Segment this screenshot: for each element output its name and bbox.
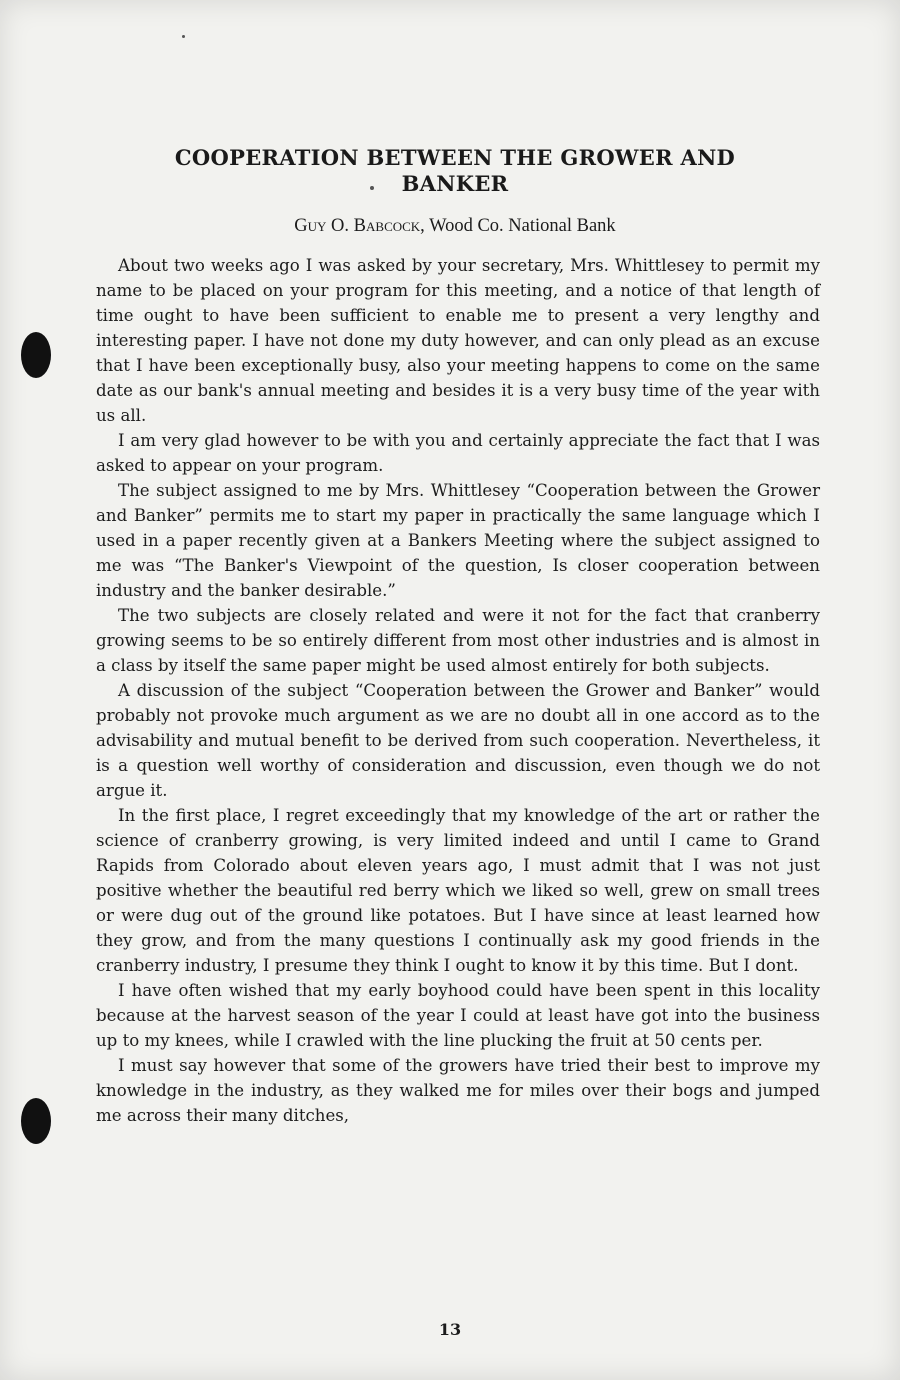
- binder-hole-upper: [21, 332, 51, 378]
- paragraph: About two weeks ago I was asked by your secretary, Mrs. Whittlesey to permit my name to be placed on your program for this meeting, and a notice of that length of time ought to have been sufficient to enable me to present a very lengthy and interesting paper. I have not done my duty however, and can only plead as an excuse that I have been exceptionally busy, also your meeting happens to come on the same date as our bank's annual meeting and besides it is a very busy time of the year with us all.: [96, 256, 820, 425]
- paragraph: I have often wished that my early boyhood could have been spent in this locality because at the harvest season of the year I could at least have got into the business up to my knees, while I crawled with the line plucking the fruit at 50 cents per.: [96, 981, 820, 1050]
- paragraph: The two subjects are closely related and were it not for the fact that cranberry growing seems to be so entirely different from most other industries and is almost in a class by itself the same paper might be used almost entirely for both subjects.: [96, 606, 820, 675]
- title-line-2: BANKER: [401, 171, 509, 196]
- paragraph: I am very glad however to be with you and certainly appreciate the fact that I was asked to appear on your program.: [96, 431, 820, 475]
- paper-speck: [182, 35, 185, 38]
- author-affiliation: Wood Co. National Bank: [429, 216, 616, 236]
- article-title: [110, 145, 800, 197]
- page-number: 13: [438, 1320, 462, 1339]
- paragraph: A discussion of the subject “Cooperation between the Grower and Banker” would probably not provoke much argument as we are no doubt all in one accord as to the advisability and mutual benefit to be derived from such cooperation. Nevertheless, it is a question well worthy of consideration and discussion, even though we do not argue it.: [96, 681, 820, 800]
- paragraph: The subject assigned to me by Mrs. Whittlesey “Cooperation between the Grower and Banker” permits me to start my paper in practically the same language which I used in a paper recently given at a Bankers Meeting where the subject assigned to me was “The Banker's Viewpoint of the question, Is closer cooperation between industry and the banker desirable.”: [96, 481, 820, 600]
- paragraph: In the first place, I regret exceedingly that my knowledge of the art or rather the science of cranberry growing, is very limited indeed and until I came to Grand Rapids from Colorado about eleven years ago, I must admit that I was not just positive whether the beautiful red berry which we liked so well, grew on small trees or were dug out of the ground like potatoes. But I have since at least learned how they grow, and from the many questions I continually ask my good friends in the cranberry industry, I presume they think I ought to know it by this time. But I dont.: [96, 806, 820, 975]
- author-name: Guy O. Babcock,: [294, 216, 425, 236]
- author-byline: [110, 214, 800, 238]
- article-body: [96, 253, 820, 1128]
- title-line-1: COOPERATION BETWEEN THE GROWER AND: [174, 145, 736, 170]
- binder-hole-lower: [21, 1098, 51, 1144]
- paragraph: I must say however that some of the growers have tried their best to improve my knowledge in the industry, as they walked me for miles over their bogs and jumped me across their many ditches,: [96, 1056, 820, 1125]
